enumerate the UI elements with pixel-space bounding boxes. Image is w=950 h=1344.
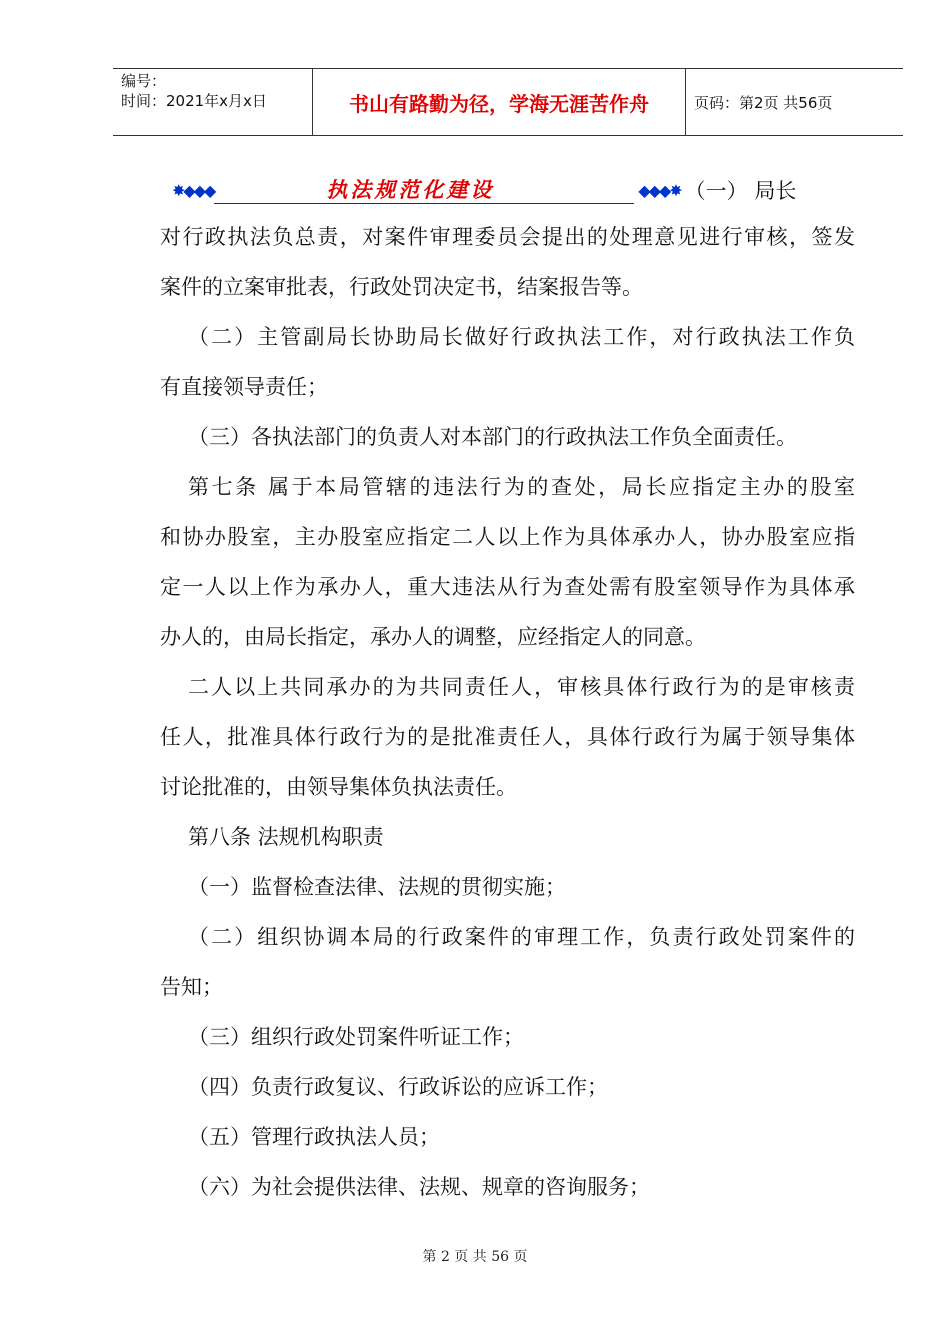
header-meta xyxy=(113,69,313,135)
paragraph-lines xyxy=(160,212,855,1212)
title-underline-right xyxy=(494,177,634,204)
text-line: 讨论批准的，由领导集体负执法责任。 xyxy=(160,775,517,799)
title-row xyxy=(172,168,855,212)
text-line: （三）组织行政处罚案件听证工作； xyxy=(188,1025,524,1049)
document-title: 执法规范化建设 xyxy=(326,176,495,202)
text-line: 第八条 法规机构职责 xyxy=(188,825,384,849)
document-body xyxy=(160,168,855,1212)
header-time: 时间：2021年x月x日 xyxy=(121,92,267,110)
text-line: 二人以上共同承办的为共同责任人，审核具体行政行为的是审核责 xyxy=(188,675,855,699)
text-line: （五）管理行政执法人员； xyxy=(188,1125,440,1149)
title-trailing-text: （一） 局长 xyxy=(684,179,797,203)
text-line: 定一人以上作为承办人，重大违法从行为查处需有股室领导作为具体承 xyxy=(160,575,855,599)
text-line: （三）各执法部门的负责人对本部门的行政执法工作负全面责任。 xyxy=(188,425,797,449)
diamond-ornament-left-icon: ✸◆◆◆ xyxy=(172,180,215,200)
text-line: 告知； xyxy=(160,975,223,999)
text-line: （二）组织协调本局的行政案件的审理工作，负责行政处罚案件的 xyxy=(188,925,855,949)
text-line: 任人，批准具体行政行为的是批准责任人，具体行政行为属于领导集体 xyxy=(160,725,855,749)
text-line: （二）主管副局长协助局长做好行政执法工作，对行政执法工作负 xyxy=(188,325,855,349)
diamond-ornament-right-icon: ◆◆◆✸ xyxy=(638,180,681,200)
text-line: 有直接领导责任； xyxy=(160,375,328,399)
text-line: 对行政执法负总责，对案件审理委员会提出的处理意见进行审核，签发 xyxy=(160,225,855,249)
text-line: （六）为社会提供法律、法规、规章的咨询服务； xyxy=(188,1175,650,1199)
text-line: 和协办股室，主办股室应指定二人以上作为具体承办人，协办股室应指 xyxy=(160,525,855,549)
header-number: 编号： xyxy=(121,72,167,90)
text-line: （四）负责行政复议、行政诉讼的应诉工作； xyxy=(188,1075,608,1099)
header-page-info: 页码：第2页 共56页 xyxy=(694,93,833,112)
page-footer: 第 2 页 共 56 页 xyxy=(422,1249,528,1265)
text-line: 案件的立案审批表，行政处罚决定书，结案报告等。 xyxy=(160,275,643,299)
page-header xyxy=(113,68,903,136)
text-line: （一）监督检查法律、法规的贯彻实施； xyxy=(188,875,566,899)
text-line: 第七条 属于本局管辖的违法行为的查处，局长应指定主办的股室 xyxy=(188,475,855,499)
header-motto: 书山有路勤为径，学海无涯苦作舟 xyxy=(313,69,686,135)
title-underline-left xyxy=(214,177,326,204)
text-line: 办人的，由局长指定，承办人的调整，应经指定人的同意。 xyxy=(160,625,706,649)
